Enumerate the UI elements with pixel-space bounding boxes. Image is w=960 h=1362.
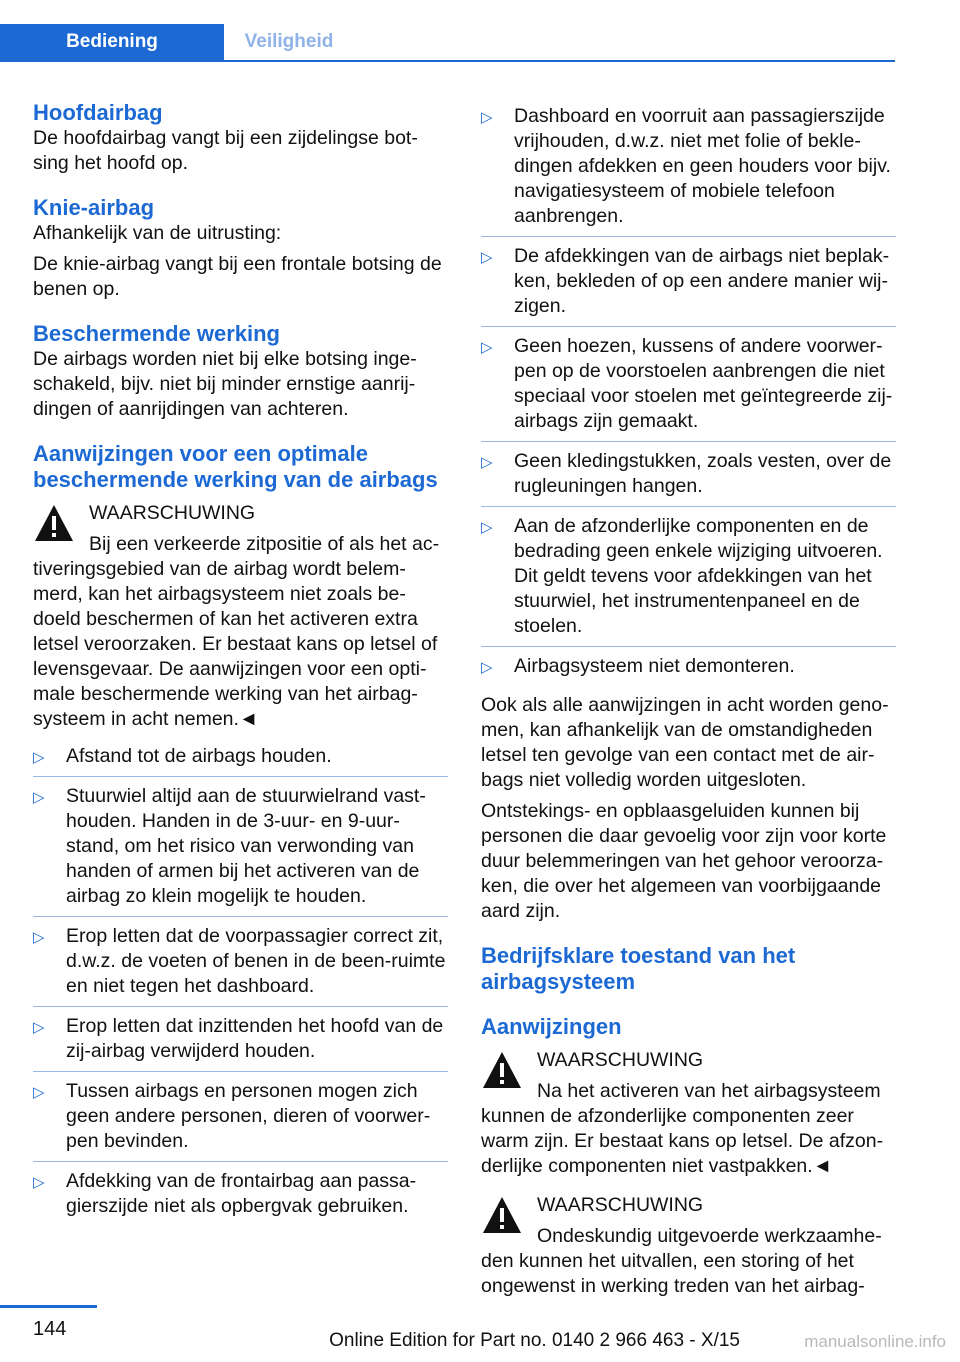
tab-veiligheid[interactable]: Veiligheid: [244, 31, 334, 52]
warning-text: Na het activeren van het airbagsysteem kunnen de afzonderlijke componenten zeer warm zijn. Er bestaat kans op letsel. De afzon-derlijke componenten niet vastpakken.◄: [481, 1080, 884, 1177]
list-item: ▷ Afdekking van de frontairbag aan passa-gierszijde niet als opbergvak gebruiken.: [33, 1170, 417, 1217]
triangle-bullet-icon: ▷: [481, 339, 493, 356]
triangle-bullet-icon: ▷: [33, 749, 45, 766]
advice-list: [33, 744, 448, 1226]
tab-bediening[interactable]: Bediening: [0, 24, 224, 60]
list-item: ▷ Erop letten dat inzittenden het hoofd van de zij-airbag verwijderd houden.: [33, 1014, 448, 1072]
list-item: ▷ Afstand tot de airbags houden.: [33, 744, 448, 777]
list-item: ▷ Geen kledingstukken, zoals vesten, over de rugleuningen hangen.: [481, 449, 896, 507]
list-item: ▷ De afdekkingen van de airbags niet beplak-ken, bekleden of op een andere manier wij-zigen.: [481, 244, 896, 327]
page-number: 144: [33, 1318, 67, 1340]
footer-rule: [0, 1305, 97, 1308]
warning-title: WAARSCHUWING: [537, 1049, 704, 1071]
text-noise: Ontstekings- en opblaasgeluiden kunnen bij personen die daar gevoelig voor zijn voor korte duur belemmeringen van het gehoor veroorza-ken, die over het algemeen van voorbijgaande aard zijn.: [481, 800, 887, 922]
list-item: ▷ Tussen airbags en personen mogen zich geen andere personen, dieren of voorwer-pen bevinden.: [33, 1079, 448, 1162]
triangle-bullet-icon: ▷: [481, 454, 493, 471]
triangle-bullet-icon: ▷: [481, 659, 493, 676]
text-residual-risk: Ook als alle aanwijzingen in acht worden geno-men, kan afhankelijk van de omstandigheden letsel ten gevolge van een contact met de air-bags niet volledig worden uitgesloten.: [481, 694, 889, 791]
right-column: [481, 100, 896, 1299]
warning-triangle-icon: [481, 1050, 523, 1090]
heading-advice: Aanwijzingen voor een optimale beschermende werking van de airbags: [33, 441, 438, 492]
list-item: ▷ Dashboard en voorruit aan passagierszijde vrijhouden, d.w.z. niet met folie of bekle-dingen afdekken en geen houders voor bijv. navigatiesysteem of mobiele telefoon aanbrengen.: [481, 104, 896, 237]
warning-title: WAARSCHUWING: [537, 1194, 704, 1216]
heading-protective-effect: Beschermende werking: [33, 321, 280, 346]
triangle-bullet-icon: ▷: [481, 109, 493, 126]
triangle-bullet-icon: ▷: [33, 789, 45, 806]
text-head-airbag: De hoofdairbag vangt bij een zijdelingse bot-sing het hoofd op.: [33, 127, 418, 174]
triangle-bullet-icon: ▷: [33, 929, 45, 946]
text-knee-1: Afhankelijk van de uitrusting:: [33, 222, 282, 244]
triangle-bullet-icon: ▷: [33, 1019, 45, 1036]
text-protective-effect: De airbags worden niet bij elke botsing inge-schakeld, bijv. niet bij minder ernstige aanrij-dingen of aanrijdingen van achteren.: [33, 348, 417, 420]
left-column: [33, 100, 448, 1233]
warning-text: Bij een verkeerde zitpositie of als het ac-tiveringsgebied van de airbag wordt belem-merd, kan het airbagsysteem niet zoals be-doeld beschermen of kan het activeren extra letsel veroorzaken. Er bestaat kans op letsel of levensgevaar. De aanwijzingen voor een opti-male beschermende werking van het airbag-systeem in acht nemen.◄: [33, 533, 440, 730]
warning-triangle-icon: [33, 503, 75, 543]
heading-notes: Aanwijzingen: [481, 1014, 622, 1039]
triangle-bullet-icon: ▷: [481, 519, 493, 536]
heading-head-airbag: Hoofdairbag: [33, 100, 163, 125]
list-item: ▷ Erop letten dat de voorpassagier correct zit, d.w.z. de voeten of benen in de been-ruimte en niet tegen het dashboard.: [33, 924, 448, 1007]
text-knee-2: De knie-airbag vangt bij een frontale botsing de benen op.: [33, 253, 442, 300]
list-item: ▷ Airbagsysteem niet demonteren.: [481, 654, 896, 686]
watermark: manualsonline.info: [804, 1332, 946, 1351]
heading-knee-airbag: Knie-airbag: [33, 195, 155, 220]
advice-list-continued: [481, 104, 896, 686]
triangle-bullet-icon: ▷: [481, 249, 493, 266]
list-item: ▷ Aan de afzonderlijke componenten en de bedrading geen enkele wijziging uitvoeren. Dit geldt tevens voor afdekkingen van het stuurwiel, het instrumentenpaneel en de stoelen.: [481, 514, 896, 647]
list-item: ▷ Geen hoezen, kussens of andere voorwer-pen op de voorstoelen aanbrengen die niet speciaal voor stoelen met geïntegreerde zij-airbags zijn gemaakt.: [481, 334, 896, 442]
tabs-underline: [0, 60, 895, 62]
triangle-bullet-icon: ▷: [33, 1174, 45, 1191]
warning-text: Ondeskundig uitgevoerde werkzaamhe-den kunnen het uitvallen, een storing of het ongewenst in werking treden van het airbag-: [481, 1225, 882, 1297]
warning-block: [481, 1193, 896, 1299]
warning-triangle-icon: [481, 1195, 523, 1235]
list-item: ▷ Stuurwiel altijd aan de stuurwielrand vast-houden. Handen in de 3-uur- en 9-uur-stand, om het risico van verwonding van handen of armen bij het activeren van de airbag zo klein mogelijk te houden.: [33, 784, 448, 917]
edition-note: Online Edition for Part no. 0140 2 966 463 - X/15: [329, 1330, 740, 1351]
warning-block: [481, 1048, 896, 1179]
warning-block: [33, 501, 448, 732]
section-tabs: [0, 24, 895, 62]
heading-ready-state: Bedrijfsklare toestand van het airbagsysteem: [481, 943, 796, 994]
warning-title: WAARSCHUWING: [89, 502, 256, 524]
triangle-bullet-icon: ▷: [33, 1084, 45, 1101]
